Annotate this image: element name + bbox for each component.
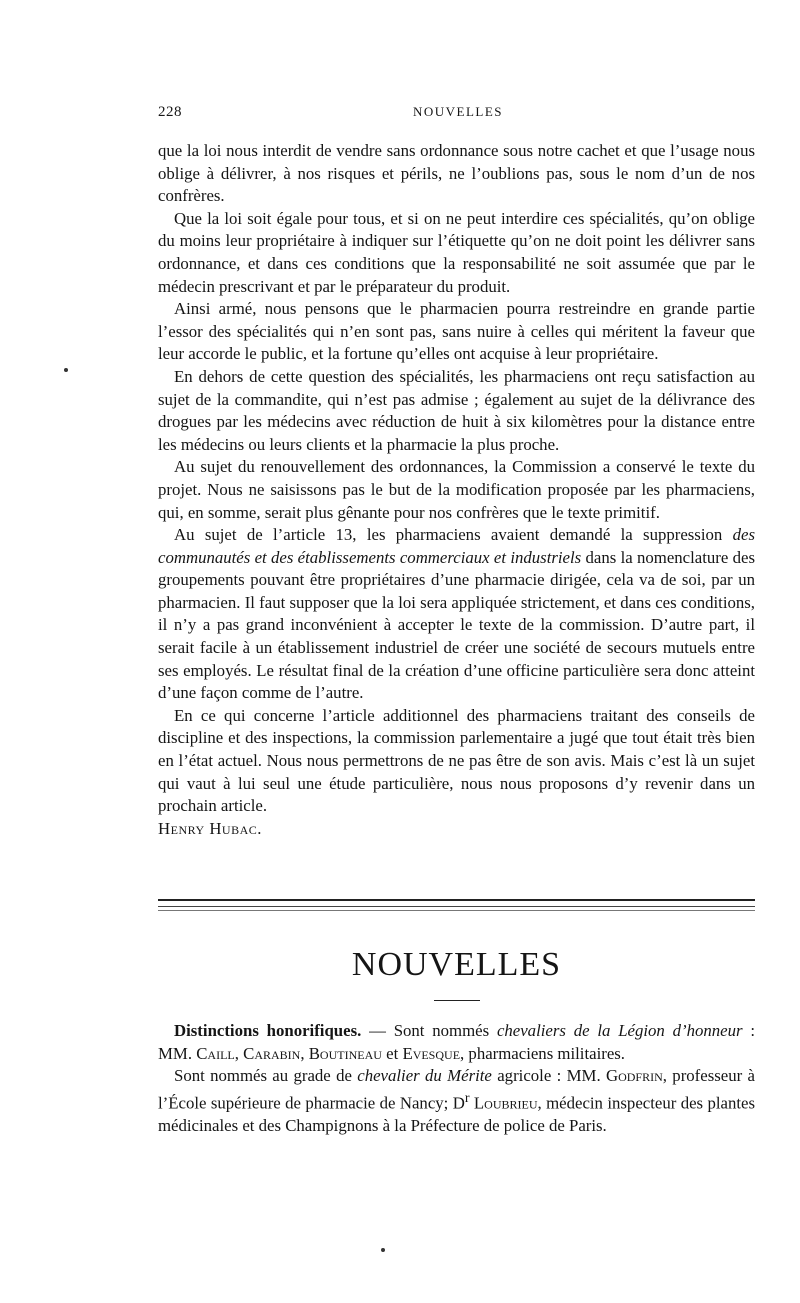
article-paragraph-7: En ce qui concerne l’article additionnel des pharmaciens traitant des conseils de discipline et des inspections, la commission parlementaire a jugé que tout était très bien en l’état actuel. Nous nous permettrons de ne pas être de son avis. Mais c’est là un sujet qui vaut à lui seul une étude particulière, nous nous proposons d’y revenir dans un prochain article.	[158, 705, 755, 816]
news-lead: Distinctions honorifiques.	[174, 1021, 362, 1040]
divider-thin-rule-2	[158, 910, 755, 911]
news-text: : MM.	[158, 1021, 755, 1063]
section-title: NOUVELLES	[351, 946, 562, 983]
name-carabin: Carabin	[243, 1043, 301, 1063]
name-godfrin: Godfrin	[605, 1066, 663, 1086]
news-paragraph-2	[158, 1065, 755, 1137]
news-body	[158, 1020, 755, 1138]
section-title-underline	[434, 1000, 480, 1001]
section-divider	[158, 899, 755, 911]
news-text: et	[381, 1043, 403, 1063]
news-italic-legion: chevaliers de la Légion d’honneur	[496, 1021, 743, 1040]
article-paragraph-6	[158, 524, 755, 705]
bottom-speck	[381, 1248, 385, 1252]
news-text: ,	[300, 1043, 309, 1063]
news-text: Sont nommés au grade de	[174, 1066, 358, 1086]
article-paragraph-5: Au sujet du renouvellement des ordonnances, la Commission a conservé le texte du projet. Nous ne saisissons pas le but de la modification proposée par les pharmaciens, qui, en somme, serait plus gênante pour nos confrères que le texte primitif.	[158, 457, 755, 522]
p6-italic: des communautés et des établissements commerciaux et industriels	[158, 525, 755, 567]
name-loubrieu: Loubrieu	[473, 1093, 538, 1113]
p6-text-a: Au sujet de l’article 13, les pharmaciens avaient demandé la suppression	[174, 525, 723, 545]
name-caill: Caill	[196, 1043, 235, 1063]
news-text: , médecin inspecteur des plantes médicinales et des Champignons à la Préfecture de police de Paris.	[158, 1093, 755, 1135]
divider-thick-rule	[158, 899, 755, 901]
divider-thin-rule	[158, 906, 755, 907]
name-boutineau: Boutineau	[308, 1043, 382, 1063]
news-text: , pharmaciens militaires.	[460, 1043, 625, 1063]
name-evesque: Evesque	[402, 1043, 461, 1063]
article-paragraph-1: que la loi nous interdit de vendre sans ordonnance sous notre cachet et que l’usage nous oblige à délivrer, à nos risques et périls, ne l’oublions pas, sous le nom d’un de nos confrères.	[158, 141, 755, 206]
news-text: ,	[234, 1043, 244, 1063]
author-signature: Henry Hubac.	[158, 818, 262, 838]
margin-speck	[64, 368, 68, 372]
news-italic-merite: chevalier du Mérite	[357, 1066, 492, 1086]
running-title: NOUVELLES	[412, 104, 504, 119]
article-body	[158, 140, 755, 840]
news-paragraph-1	[158, 1020, 755, 1065]
p6-text-b: dans la nomenclature des groupements pouvant être propriétaires d’une pharmacie dirigée, cela va de soi, par un pharmacien. Il faut supposer que la loi sera appliquée strictement, et dans ces conditions, il n’y a pas grand inconvénient à accepter le texte de la commission. D’autre part, il serait facile à un établissement industriel de créer une société de secours mutuels entre ses employés. Le résultat final de la création d’une officine particulière sera donc atteint d’une façon comme de l’autre.	[158, 547, 755, 703]
doctor-superscript: r	[464, 1090, 470, 1106]
news-text: — Sont nommés	[361, 1021, 497, 1040]
news-text: , professeur à l’École supérieure de pharmacie de Nancy; D	[158, 1066, 755, 1113]
article-paragraph-3: Ainsi armé, nous pensons que le pharmacien pourra restreindre en grande partie l’essor des spécialités qui n’en sont pas, sans nuire à celles qui méritent la faveur que leur accorde le public, et la fortune qu’elles ont acquise à leur propriétaire.	[158, 299, 755, 364]
article-paragraph-4: En dehors de cette question des spécialités, les pharmaciens ont reçu satisfaction au sujet de la commandite, qui n’est pas admise ; également au sujet de la délivrance des drogues par les médecins avec réduction de huit à six kilomètres pour la distance entre les médecins ou leurs clients et la pharmacie la plus proche.	[158, 366, 755, 454]
article-paragraph-2: Que la loi soit égale pour tous, et si on ne peut interdire ces spécialités, qu’on oblige du moins leur propriétaire à indiquer sur l’étiquette qu’on ne doit point les délivrer sans ordonnance, et dans ces conditions que la responsabilité ne soit assumée que par le médecin prescrivant et par le préparateur du produit.	[158, 208, 755, 296]
news-text: agricole : MM.	[491, 1066, 606, 1086]
running-head	[158, 104, 758, 124]
page-number: 228	[158, 104, 182, 120]
